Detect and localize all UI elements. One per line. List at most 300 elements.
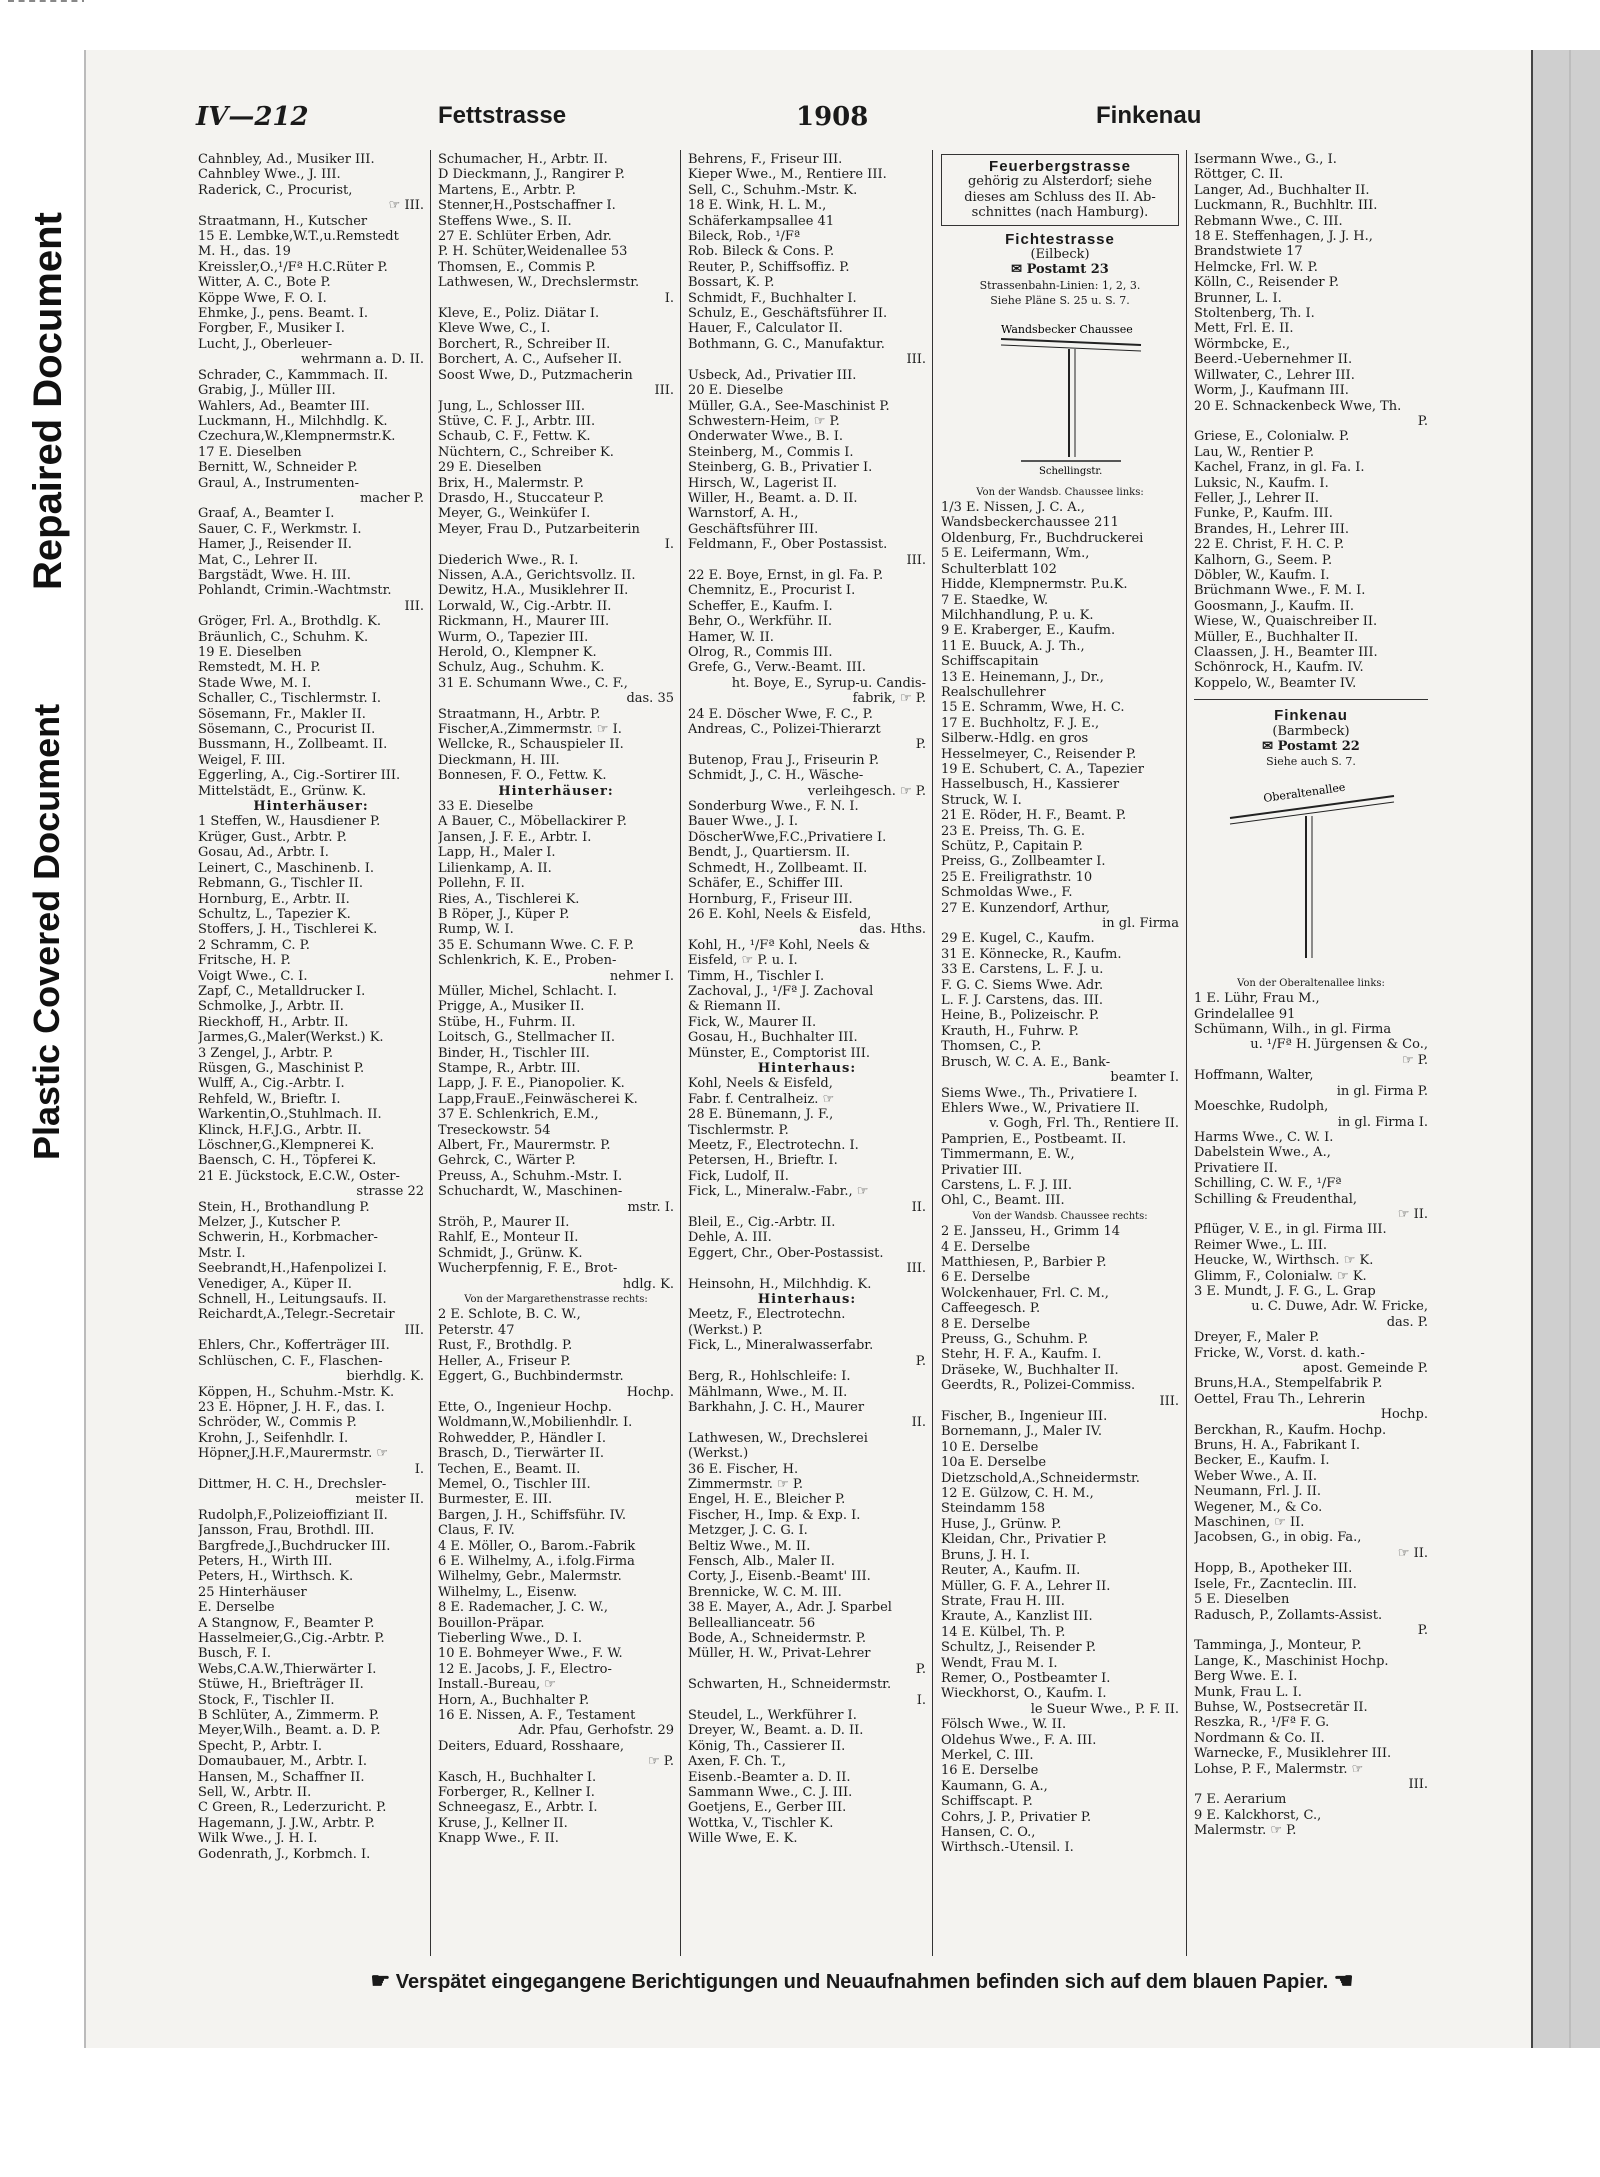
directory-entry: Lorwald, W., Cig.-Arbtr. II. [438,598,612,614]
directory-entry: Wörmbcke, E., [1194,336,1291,352]
directory-entry: II. [911,1415,926,1431]
directory-entry: Hasselbusch, H., Kassierer [941,777,1120,793]
directory-entry: III. [1408,1776,1428,1792]
directory-entry: Install.-Bureau, ☞ [438,1677,556,1693]
directory-entry: Deiters, Eduard, Rosshaare, [438,1738,624,1754]
side-margin [0,0,84,2177]
directory-entry: (Werkst.) P. [688,1322,763,1338]
directory-entry: Hinterhaus: [757,1060,857,1076]
finkenau-entries [1194,976,1428,1839]
directory-entry: Kraute, A., Kanzlist III. [941,1609,1093,1625]
pointing-hand-icon: ☛ [370,1968,391,1993]
directory-entry: Mat, C., Lehrer II. [198,552,318,568]
directory-entry: das. P. [1386,1314,1428,1330]
directory-entry: Barkhahn, J. C. H., Maurer [688,1399,865,1415]
directory-entry: Kleve Wwe, C., I. [438,321,551,337]
directory-entry: Sammann Wwe., C. J. III. [688,1785,853,1801]
directory-entry: Techen, E., Beamt. II. [438,1461,581,1477]
directory-entry: Willwater, C., Lehrer III. [1194,367,1355,383]
directory-entry: Hauer, F., Calculator II. [688,321,843,337]
directory-entry: Müller, E., Buchhalter II. [1194,629,1359,645]
directory-entry: 21 E. Röder, H. F., Beamt. P. [941,808,1127,824]
directory-entry: Graaf, A., Beamter I. [198,506,335,522]
directory-entry: Wille Wwe, E. K. [688,1831,798,1847]
directory-entry: Buhse, W., Postsecretär II. [1194,1699,1368,1715]
directory-entry: Hopp, B., Apotheker III. [1194,1561,1353,1577]
directory-entry: 22 E. Christ, F. H. C. P. [1194,537,1345,553]
directory-entry: Forberger, R., Kellner I. [438,1785,595,1801]
directory-entry: Mittelstädt, E., Grünw. K. [198,783,367,799]
directory-entry: 3 Zengel, J., Arbtr. P. [198,1045,333,1061]
directory-entry: Lange, K., Maschinist Hochp. [1194,1653,1389,1669]
directory-entry: Stüwe, H., Briefträger II. [198,1677,364,1693]
directory-entry: Müller, Michel, Schlacht. I. [438,983,617,999]
directory-entry: Oldenburg, Fr., Buchdruckerei [941,530,1144,546]
directory-entry: ☞ III. [388,198,424,214]
directory-entry: Pohlandt, Crimin.-Wachtmstr. [198,583,392,599]
directory-entry: Wandsbeckerchaussee 211 [941,515,1119,531]
directory-entry: Graul, A., Instrumenten- [198,475,359,491]
directory-entry: Hansen, M., Schaffner II. [198,1769,365,1785]
finkenau-note: Siehe auch S. 7. [1266,755,1356,769]
directory-entry: Remstedt, M. H. P. [198,660,321,676]
directory-entry: hdlg. K. [622,1276,674,1292]
directory-entry: Nissen, A.A., Gerichtsvollz. II. [438,567,636,583]
directory-entry: Witter, A. C., Bote P. [198,275,331,291]
directory-entry: Köppen, H., Schuhm.-Mstr. K. [198,1384,395,1400]
directory-entry: Bussmann, H., Zollbeamt. II. [198,737,388,753]
directory-entry: Thomsen, E., Commis P. [438,259,596,275]
directory-entry: Rohwedder, P., Händler I. [438,1430,606,1446]
directory-entry: Privatiere II. [1194,1160,1278,1176]
directory-entry: Bauer Wwe., J. I. [688,814,799,830]
directory-entry: Herold, O., Klempner K. [438,645,597,660]
directory-entry: Grefe, G., Verw.-Beamt. III. [688,660,866,676]
directory-entry: Heinsohn, H., Milchhdig. K. [688,1276,872,1292]
directory-entry: Schmidt, F., Buchhalter I. [688,290,857,306]
directory-entry: DöscherWwe,F.C.,Privatiere I. [688,829,887,845]
directory-entry: Schulz, E., Geschäftsführer II. [688,306,888,322]
directory-entry: 20 E. Dieselbe [688,383,784,399]
directory-entry: Kreissler,O.,¹/Fª H.C.Rüter P. [198,259,388,275]
directory-entry: P. [915,1661,926,1677]
directory-entry: 14 E. Külbel, Th. P. [941,1624,1066,1640]
directory-entry: bierhdlg. K. [346,1369,424,1385]
directory-entry: Scheffer, E., Kaufm. I. [688,598,833,614]
directory-entry: Wilk Wwe., J. H. I. [198,1831,318,1847]
directory-entry: Martens, E., Arbtr. P. [438,182,576,198]
directory-entry: Metzger, J. C. G. I. [688,1523,808,1539]
fichte-continued [1194,152,1428,691]
directory-entry: Berg, R., Hohlschleife: I. [688,1369,851,1385]
directory-entry: Rebmann, G., Tischler II. [198,876,363,892]
directory-entry: Behr, O., Werkführ. II. [688,614,833,630]
directory-entry: Wottka, V., Tischler K. [688,1815,834,1831]
directory-entry: Hornburg, E., Arbtr. II. [198,891,350,907]
directory-entry: Stenner,H.,Postschaffner I. [438,198,616,214]
directory-entry: v. Gogh, Frl. Th., Rentiere II. [989,1116,1179,1132]
directory-entry: Berckhan, R., Kaufm. Hochp. [1194,1422,1387,1438]
directory-entry: ☞ II. [1397,1206,1428,1222]
directory-entry: Schäferkampsallee 41 [688,213,835,229]
directory-entry: Schäfer, E., Schiffer III. [688,876,844,892]
directory-entry: Melzer, J., Kutscher P. [198,1215,341,1231]
directory-entry: Fritsche, H. P. [198,953,291,969]
directory-entry: Bargfrede,J.,Buchdrucker III. [198,1538,391,1554]
directory-entry: Voigt Wwe., C. I. [198,968,308,984]
plastic-covered-document-label: Plastic Covered Document [26,703,67,1160]
directory-entry: 16 E. Nissen, A. F., Testament [438,1708,636,1724]
directory-entry: Axen, F. Ch. T., [688,1754,786,1770]
directory-entry: Bernitt, W., Schneider P. [198,460,358,476]
directory-entry: Soost Wwe, D., Putzmacherin [438,367,633,383]
directory-entry: 22 E. Boye, Ernst, in gl. Fa. P. [688,567,884,583]
directory-entry: Diederich Wwe., R. I. [438,552,579,568]
directory-entry: 25 E. Freiligrathstr. 10 [941,869,1093,885]
directory-entry: Lapp, H., Maler I. [438,845,556,861]
directory-entry: mstr. I. [627,1199,674,1215]
directory-entry: 7 E. Aerarium [1194,1792,1287,1808]
directory-entry: 17 E. Dieselben [198,444,302,460]
directory-entry: Feldmann, F., Ober Postassist. [688,537,888,553]
directory-entry: Von der Wandsb. Chaussee rechts: [972,1210,1148,1222]
directory-entry: Peterstr. 47 [438,1322,515,1338]
directory-entry: III. [906,1261,926,1277]
directory-entry: Dreyer, F., Maler P. [1194,1330,1320,1346]
directory-entry: Goosmann, J., Kaufm. II. [1194,598,1355,614]
directory-entry: Schulz, Aug., Schuhm. K. [438,660,605,676]
directory-entry: Löschner,G.,Klempnerei K. [198,1138,375,1153]
directory-entry: Wendt, Frau M. I. [941,1655,1058,1671]
directory-entry: Hochp. [626,1384,674,1400]
directory-entry: Stehr, H. F. A., Kaufm. I. [941,1347,1102,1363]
directory-entry: A Stangnow, F., Beamter P. [198,1615,375,1631]
directory-entry: 18 E. Steffenhagen, J. J. H., [1194,229,1373,245]
directory-entry: Brusch, W. C. A. E., Bank- [941,1054,1111,1070]
directory-entry: Domaubauer, M., Arbtr. I. [198,1754,368,1770]
directory-entry: 15 E. Lembke,W.T.,u.Remstedt [198,229,399,245]
directory-entry: Preiss, G., Zollbeamter I. [941,854,1106,870]
directory-entry: in gl. Firma [1102,916,1179,932]
directory-entry: Fick, W., Maurer II. [688,1014,817,1030]
directory-entry: Stübe, H., Fuhrm. II. [438,1014,576,1030]
directory-entry: ht. Boye, E., Syrup-u. Candis- [731,675,926,691]
directory-entry: Webs,C.A.W.,Thierwärter I. [198,1661,377,1677]
column-3 [688,152,926,1847]
directory-entry: Steinberg, M., Commis I. [688,444,854,460]
directory-entry: Von der Margarethenstrasse rechts: [464,1294,648,1306]
directory-entry: Schultz, J., Reisender P. [941,1640,1097,1656]
directory-entry: 1/3 E. Nissen, J. C. A., [941,500,1085,516]
ficht-note: Strassenbahn-Linien: 1, 2, 3. [979,278,1141,292]
directory-entry: Czechura,W.,Klempnermstr.K. [198,429,396,445]
directory-entry: Schlüschen, C. F., Flaschen- [198,1353,383,1369]
directory-entry: Stüve, C. F. J., Arbtr. III. [438,413,596,429]
directory-entry: Kohl, Neels & Eisfeld, [688,1076,833,1092]
directory-entry: 12 E. Gülzow, C. H. M., [941,1486,1094,1502]
directory-entry: Rehfeld, W., Brieftr. I. [198,1091,341,1107]
directory-entry: Klinck, H.F.J.G., Arbtr. II. [198,1122,362,1138]
directory-entry: Wolckenhauer, Frl. C. M., [941,1285,1109,1301]
directory-entry: Jarmes,G.,Maler(Werkst.) K. [198,1030,384,1046]
directory-entry: Eisfeld, ☞ P. u. I. [688,953,798,969]
scan-top-edge [84,0,1600,50]
directory-entry: Weber Wwe., A. II. [1194,1468,1317,1484]
directory-entry: Schmoldas Wwe., F. [941,885,1073,901]
directory-entry: C Green, R., Lederzuricht. P. [198,1800,387,1816]
directory-entry: Butenop, Frau J., Friseurin P. [688,752,879,768]
directory-entry: B Schlüter, A., Zimmerm. P. [198,1708,380,1724]
directory-entry: 23 E. Höpner, J. H. F., das. I. [198,1399,385,1415]
directory-entry: Schilling, C. W. F., ¹/Fª [1194,1176,1342,1192]
directory-entry: Glimm, F., Colonialw. ☞ K. [1194,1268,1367,1284]
directory-entry: III. [1159,1393,1179,1409]
directory-entry: Brix, H., Malermstr. P. [438,475,584,491]
directory-entry: 26 E. Kohl, Neels & Eisfeld, [688,906,872,922]
column-divider [680,150,681,1956]
directory-entry: Hinterhäuser: [253,799,369,815]
directory-entry: Fick, L., Mineralw.-Fabr., ☞ [688,1184,869,1200]
directory-entry: Müller, G. F. A., Lehrer II. [941,1578,1111,1594]
directory-entry: Jansson, Frau, Brothdl. III. [198,1523,375,1539]
ficht-note: Siehe Pläne S. 25 u. S. 7. [990,294,1130,308]
directory-entry: 31 E. Könnecke, R., Kaufm. [941,946,1122,962]
directory-entry: strasse 22 [356,1184,424,1200]
directory-entry: Wilhelmy, L., Eisenw. [438,1584,578,1600]
directory-entry: 20 E. Schnackenbeck Wwe, Th. [1194,398,1402,414]
directory-entry: Geschäftsführer III. [688,521,819,537]
directory-entry: Schnell, H., Leitungsaufs. II. [198,1292,387,1308]
directory-entry: Siems Wwe., Th., Privatiere I. [941,1085,1138,1101]
directory-entry: 8 E. Derselbe [941,1316,1031,1332]
directory-entry: Hamer, J., Reisender II. [198,537,352,553]
directory-entry: Harms Wwe., C. W. I. [1194,1129,1334,1145]
directory-entry: Von der Oberaltenallee links: [1237,977,1385,989]
directory-entry: Hochp. [1380,1407,1428,1423]
directory-entry: Fischer, H., Imp. & Exp. I. [688,1507,861,1523]
directory-entry: I. [414,1461,424,1477]
directory-entry: Wilhelmy, Gebr., Malermstr. [438,1569,622,1585]
directory-entry: Rump, W. I. [438,922,514,938]
directory-entry: Jansen, J. F. E., Arbtr. I. [438,829,592,845]
directory-entry: 37 E. Schlenkrich, E.M., [438,1107,599,1123]
directory-entry: P. H. Schüter,Weidenallee 53 [438,244,628,260]
directory-entry: Straatmann, H., Kutscher [198,213,368,229]
directory-entry: III. [906,352,926,368]
directory-entry: (Werkst.) [688,1446,749,1462]
directory-entry: Schmedt, H., Zollbeamt. II. [688,860,868,876]
directory-entry: Bendt, J., Quartiersm. II. [688,845,850,861]
directory-entry: Fischer, B., Ingenieur III. [941,1409,1108,1425]
directory-entry: Sauer, C. F., Werkmstr. I. [198,521,362,537]
directory-entry: III. [404,1322,424,1338]
directory-entry: Fick, L., Mineralwasserfabr. [688,1338,874,1354]
directory-entry: 27 E. Kunzendorf, Arthur, [941,900,1110,916]
directory-entry: das. Hths. [859,922,926,938]
directory-entry: Treseckowstr. 54 [438,1122,551,1138]
directory-entry: 5 E. Leifermann, Wm., [941,546,1090,562]
directory-entry: Thomsen, C., P. [941,1039,1042,1055]
directory-entry: Cahnbley, Ad., Musiker III. [198,152,375,167]
directory-entry: 18 E. Wink, H. L. M., [688,198,827,214]
directory-entry: 2 E. Jansseu, H., Grimm 14 [941,1224,1120,1240]
directory-entry: Fölsch Wwe., W. II. [941,1717,1067,1733]
directory-entry: Oettel, Frau Th., Lehrerin [1194,1391,1366,1407]
feuerberg-note: schnittes (nach Hamburg). [971,205,1149,221]
directory-entry: Schwerin, H., Korbmacher- [198,1230,378,1246]
directory-entry: Bleil, E., Cig.-Arbtr. II. [688,1215,836,1231]
directory-entry: Reimer Wwe., L. III. [1194,1237,1328,1253]
directory-entry: Luckmann, R., Buchhltr. III. [1194,198,1378,214]
directory-entry: Warnstorf, A. H., [688,506,799,522]
directory-entry: Von der Wandsb. Chaussee links: [976,486,1144,498]
directory-entry: D Dieckmann, J., Rangirer P. [438,167,625,183]
street-right: Finkenau [1096,102,1202,129]
directory-entry: Strate, Frau H. III. [941,1593,1065,1609]
directory-entry: Geerdts, R., Polizei-Commiss. [941,1378,1136,1394]
directory-entry: 7 E. Staedke, W. [941,592,1049,608]
directory-entry: Kieper Wwe., M., Rentiere III. [688,167,887,183]
street-map-icon [1194,778,1428,968]
directory-entry: Dreyer, W., Beamt. a. D. II. [688,1723,864,1739]
directory-entry: Ströh, P., Maurer II. [438,1215,570,1231]
directory-entry: Radusch, P., Zollamts-Assist. [1194,1607,1383,1623]
directory-entry: 13 E. Heinemann, J., Dr., [941,669,1104,685]
directory-entry: Krauth, H., Fuhrw. P. [941,1023,1079,1039]
directory-entry: Dräseke, W., Buchhalter II. [941,1362,1119,1378]
repaired-document-label: Repaired Document [26,212,70,590]
directory-entry: Lucht, J., Oberleuer- [198,336,333,352]
directory-entry: Willer, H., Beamt. a. D. II. [688,490,858,506]
directory-entry: Schaller, C., Tischlermstr. I. [198,691,382,707]
directory-entry: Onderwater Wwe., B. I. [688,429,844,445]
directory-entry: Cohrs, J. P., Privatier P. [941,1809,1092,1825]
directory-entry: Binder, H., Tischler III. [438,1045,590,1061]
directory-entry: 2 Schramm, C. P. [198,937,310,953]
directory-entry: Nordmann & Co. II. [1194,1730,1325,1746]
directory-entry: Wiese, W., Quaischreiber II. [1194,614,1378,630]
directory-entry: Engel, H. E., Bleicher P. [688,1492,846,1508]
ficht-postamt: ✉ Postamt 23 [1011,262,1109,278]
directory-entry: Ette, O., Ingenieur Hochp. [438,1399,612,1415]
directory-entry: Merkel, C. III. [941,1747,1034,1763]
directory-entry: beamter I. [1110,1070,1179,1086]
directory-entry: Grabig, J., Müller III. [198,383,336,399]
directory-entry: Schmolke, J., Arbtr. II. [198,999,344,1015]
directory-entry: Tischlermstr. P. [688,1122,789,1138]
directory-entry: E. Derselbe [198,1600,275,1616]
directory-entry: ☞ II. [1397,1545,1428,1561]
directory-entry: Rickmann, H., Maurer III. [438,614,610,630]
directory-entry: Kasch, H., Buchhalter I. [438,1769,597,1785]
directory-entry: Neumann, Frl. J. II. [1194,1484,1322,1500]
directory-entry: 33 E. Dieselbe [438,799,534,815]
directory-entry: u. C. Duwe, Adr. W. Fricke, [1251,1299,1428,1315]
directory-entry: Schneegasz, E., Arbtr. I. [438,1800,598,1816]
directory-entry: Hornburg, F., Friseur III. [688,891,853,907]
directory-entry: Lathwesen, W., Drechslerei [688,1430,868,1446]
directory-entry: P. [915,1353,926,1369]
directory-entry: Kleidan, Chr., Privatier P. [941,1532,1107,1548]
map-label: Oberaltenallee [1262,780,1347,805]
feuerberg-note: gehörig zu Alsterdorf; siehe [967,174,1153,190]
directory-entry: Jung, L., Schlosser III. [438,398,586,414]
directory-entry: Grindelallee 91 [1194,1006,1296,1022]
directory-entry: Müller, H. W., Privat-Lehrer [688,1646,871,1662]
directory-entry: Ohl, C., Beamt. III. [941,1193,1065,1209]
directory-entry: I. [664,537,674,553]
directory-entry: Rüsgen, G., Maschinist P. [198,1060,365,1076]
directory-entry: Brennicke, W. C. M. III. [688,1584,842,1600]
directory-entry: le Sueur Wwe., P. F. II. [1030,1701,1179,1717]
directory-entry: Brunner, L. I. [1194,290,1282,306]
directory-entry: Schwestern-Heim, ☞ P. [688,413,840,429]
directory-entry: Hidde, Klempnermstr. P.u.K. [941,577,1128,593]
directory-entry: Belleallianceatr. 56 [688,1615,816,1631]
column-1 [198,152,424,1862]
directory-entry: Eggert, Chr., Ober-Postassist. [688,1245,884,1261]
directory-entry: Realschullehrer [941,684,1046,700]
dashed-edge [8,0,88,2]
directory-entry: III. [654,383,674,399]
directory-entry: 17 E. Buchholtz, F. J. E., [941,715,1100,731]
directory-entry: Pflüger, V. E., in gl. Firma III. [1194,1222,1387,1238]
directory-entry: 4 E. Möller, O., Barom.-Fabrik [438,1538,636,1554]
directory-entry: Kalhorn, G., Seem. P. [1194,552,1333,568]
directory-entry: B Röper, J., Küper P. [438,906,570,922]
directory-entry: Schiffscapt. P. [941,1794,1033,1810]
directory-entry: Loitsch, G., Stellmacher II. [438,1030,616,1046]
directory-entry: Hasselmeier,G.,Cig.-Arbtr. P. [198,1631,385,1646]
directory-entry: Maschinen, ☞ II. [1194,1515,1305,1531]
directory-entry: Brüchmann Wwe., F. M. I. [1194,583,1366,599]
fichtestrasse-entries-left [941,485,1179,1209]
directory-entry: König, Th., Cassierer II. [688,1738,846,1754]
directory-entry: Timm, H., Tischler I. [688,968,825,984]
directory-entry: Straatmann, H., Arbtr. P. [438,706,601,722]
directory-entry: Bruns, J. H. I. [941,1547,1030,1563]
directory-entry: 12 E. Jacobs, J. F., Electro- [438,1661,612,1677]
directory-entry: das. 35 [626,691,674,707]
directory-entry: Milchhandlung, P. u. K. [941,607,1094,623]
directory-entry: Griese, E., Colonialw. P. [1194,429,1350,445]
column-4 [941,152,1179,1856]
directory-entry: Feller, J., Lehrer II. [1194,490,1320,506]
finkenau-postamt: ✉ Postamt 22 [1262,739,1360,755]
directory-entry: 6 E. Derselbe [941,1270,1031,1286]
directory-entry: 8 E. Rademacher, J. C. W., [438,1600,609,1616]
directory-entry: Remer, O., Postbeamter I. [941,1670,1111,1686]
directory-entry: Pamprien, E., Postbeamt. II. [941,1131,1127,1147]
directory-entry: Stade Wwe, M. I. [198,675,312,691]
directory-entry: Fricke, W., Vorst. d. kath.- [1194,1345,1365,1361]
directory-entry: 29 E. Kugel, C., Kaufm. [941,931,1095,947]
directory-entry: Luckmann, H., Milchhdlg. K. [198,413,388,429]
directory-entry: Kachel, Franz, in gl. Fa. I. [1194,460,1365,476]
directory-entry: Moeschke, Rudolph, [1194,1099,1329,1115]
directory-entry: Huse, J., Grünw. P. [941,1516,1062,1532]
directory-entry: Funke, P., Kaufm. III. [1194,506,1333,522]
directory-entry: Prigge, A., Musiker II. [438,999,585,1015]
directory-entry: Schwarten, H., Schneidermstr. [688,1677,892,1693]
directory-entry: Hamer, W. II. [688,629,774,645]
directory-entry: Brandes, H., Lehrer III. [1194,521,1350,537]
directory-entry: 36 E. Fischer, H. [688,1461,799,1477]
directory-entry: Rob. Bileck & Cons. P. [688,244,835,260]
directory-entry: Warnecke, F., Musiklehrer III. [1194,1746,1392,1762]
directory-entry: Ehmke, J., pens. Beamt. I. [198,306,369,322]
directory-entry: Specht, P., Arbtr. I. [198,1738,323,1754]
